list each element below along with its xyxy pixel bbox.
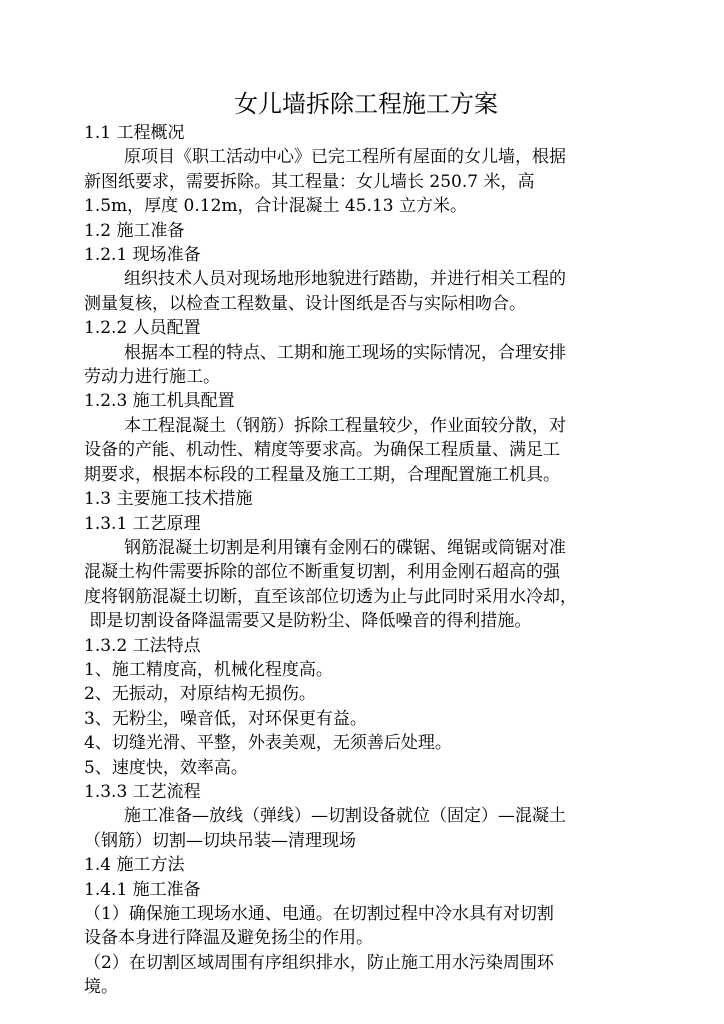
paragraph-line: 根据本工程的特点、工期和施工现场的实际情况，合理安排 (124, 342, 566, 363)
paragraph-line: （1）确保施工现场水通、电通。在切割过程中冷水具有对切割 (84, 904, 554, 924)
paragraph-line: 期要求，根据本标段的工程量及施工工期，合理配置施工机具。 (84, 464, 560, 485)
subsection-heading: 1.2.1 现场准备 (84, 245, 201, 266)
list-item: 4、切缝光滑、平整，外表美观，无须善后处理。 (84, 733, 452, 754)
paragraph-line: 组织技术人员对现场地形地貌进行踏勘，并进行相关工程的 (124, 269, 566, 290)
paragraph-line: （钢筋）切割—切块吊装—清理现场 (84, 830, 356, 851)
list-item: 3、无粉尘，噪音低，对环保更有益。 (84, 708, 367, 729)
paragraph-line: 度将钢筋混凝土切断，直至该部位切透为止与此同时采用水冷却， (84, 586, 577, 607)
section-heading: 1.4 施工方法 (84, 855, 185, 876)
paragraph-line: 新图纸要求，需要拆除。其工程量：女儿墙长 250.7 米，高 (84, 171, 535, 192)
list-item: 1、施工精度高，机械化程度高。 (84, 659, 333, 680)
paragraph-line: 1.5m，厚度 0.12m，合计混凝土 45.13 立方米。 (84, 196, 468, 217)
document-title: 女儿墙拆除工程施工方案 (234, 90, 498, 118)
list-item: 2、无振动，对原结构无损伤。 (84, 684, 316, 705)
paragraph-line: 测量复核，以检查工程数量、设计图纸是否与实际相吻合。 (84, 293, 526, 314)
paragraph-line: 设备的产能、机动性、精度等要求高。为确保工程质量、满足工 (84, 440, 560, 461)
subsection-heading: 1.3.1 工艺原理 (84, 513, 201, 534)
paragraph-line: 境。 (84, 977, 118, 998)
paragraph-line: 钢筋混凝土切割是利用镶有金刚石的碟锯、绳锯或筒锯对准 (124, 537, 566, 558)
list-item: 5、速度快，效率高。 (84, 757, 248, 778)
paragraph-line: 原项目《职工活动中心》已完工程所有屋面的女儿墙，根据 (124, 147, 566, 168)
paragraph-line: 施工准备—放线（弹线）—切割设备就位（固定）—混凝土 (124, 806, 566, 827)
subsection-heading: 1.2.2 人员配置 (84, 318, 201, 339)
paragraph-line: （2）在切割区域周围有序组织排水，防止施工用水污染周围环 (84, 952, 554, 973)
section-heading: 1.1 工程概况 (84, 123, 185, 143)
section-heading: 1.3 主要施工技术措施 (84, 489, 253, 510)
paragraph-line: 混凝土构件需要拆除的部位不断重复切割，利用金刚石超高的强 (84, 562, 560, 583)
subsection-heading: 1.2.3 施工机具配置 (84, 391, 235, 412)
subsection-heading: 1.3.3 工艺流程 (84, 781, 201, 802)
subsection-heading: 1.4.1 施工准备 (84, 879, 201, 900)
subsection-heading: 1.3.2 工法特点 (84, 635, 201, 656)
paragraph-line: 本工程混凝土（钢筋）拆除工程量较少，作业面较分散，对 (124, 415, 566, 436)
section-heading: 1.2 施工准备 (84, 220, 185, 241)
paragraph-line: 设备本身进行降温及避免扬尘的作用。 (84, 928, 373, 949)
paragraph-line: 劳动力进行施工。 (84, 367, 220, 388)
paragraph-line: 即是切割设备降温需要又是防粉尘、降低噪音的得利措施。 (84, 611, 532, 632)
